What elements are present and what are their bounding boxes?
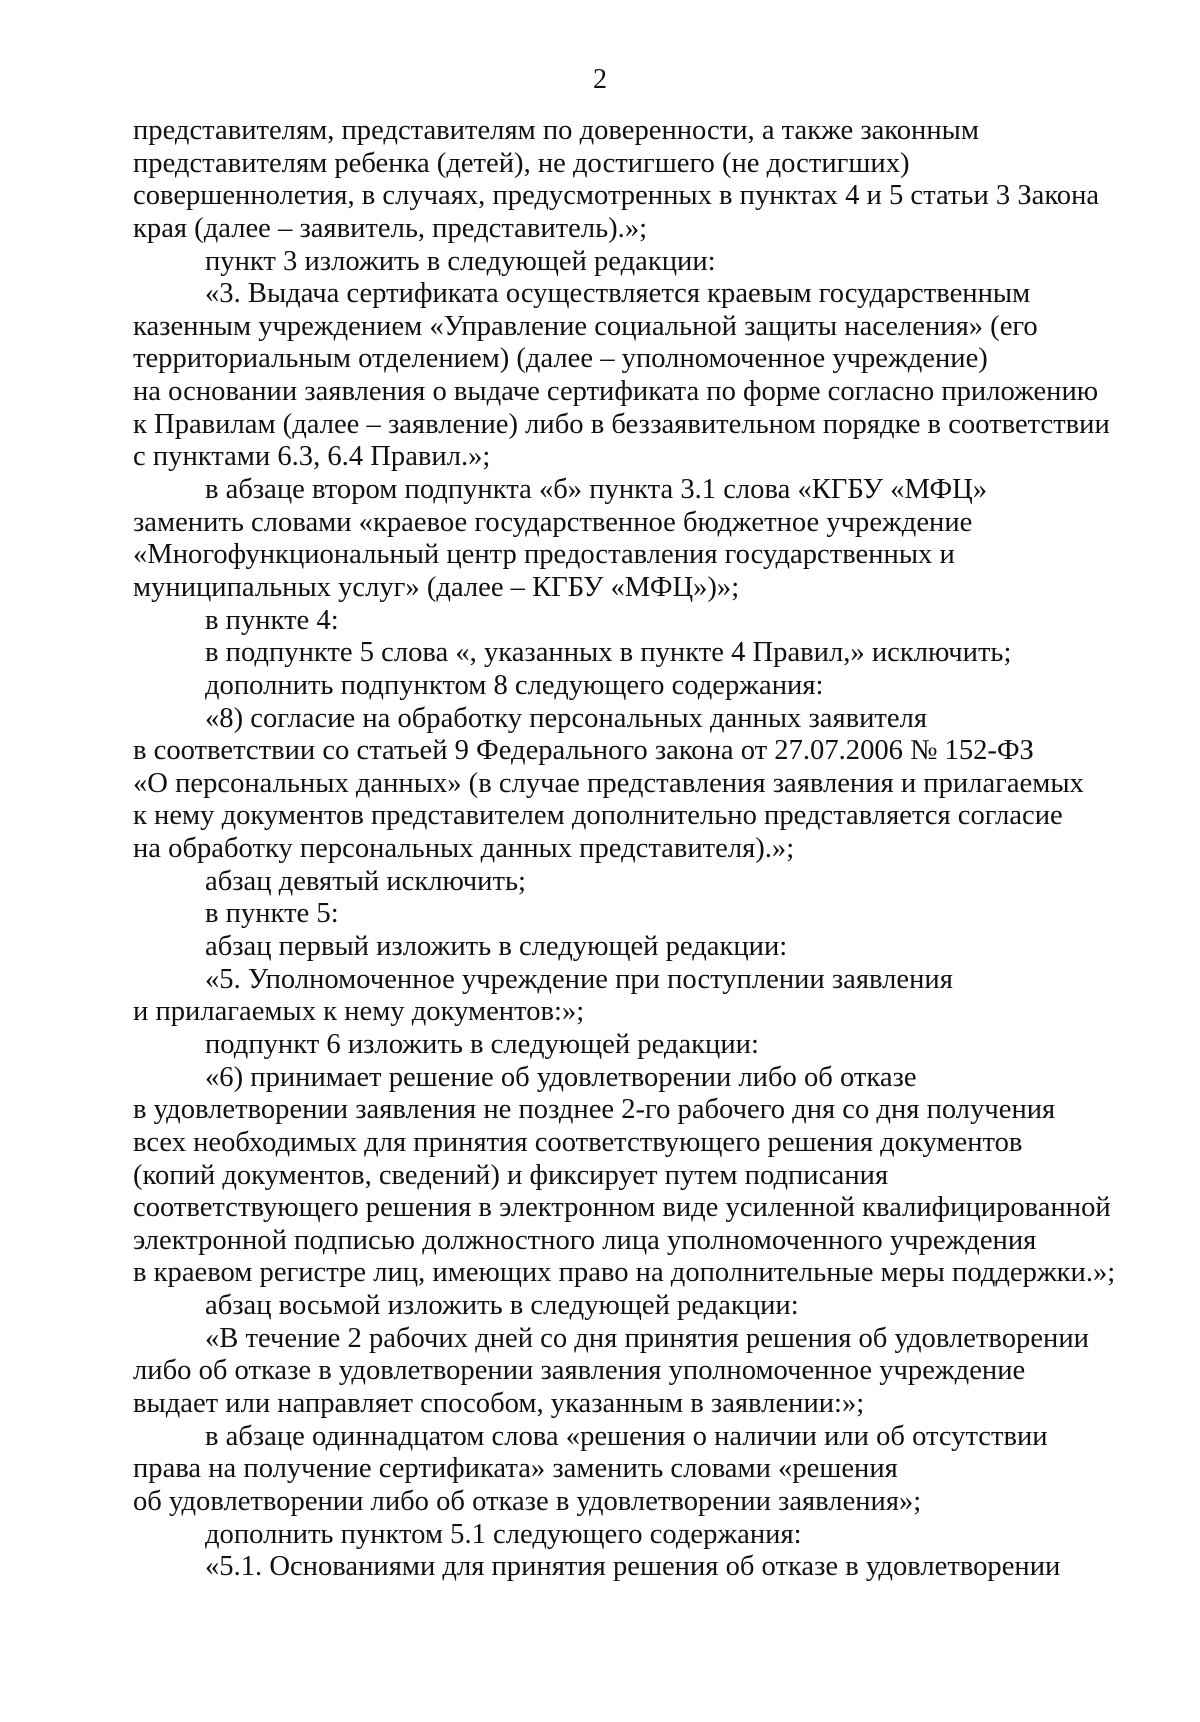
text-line: (копий документов, сведений) и фиксирует путем подписания: [133, 1159, 889, 1191]
text-line: об удовлетворении либо об отказе в удовлетворении заявления»;: [133, 1485, 922, 1517]
text-line: представителям, представителям по доверенности, а также законным: [133, 115, 979, 146]
text-line: абзац первый изложить в следующей редакции:: [205, 931, 788, 963]
page-number: 2: [593, 64, 607, 95]
text-line: к Правилам (далее – заявление) либо в беззаявительном порядке в соответствии: [133, 408, 1110, 440]
text-line: соответствующего решения в электронном виде усиленной квалифицированной: [133, 1192, 1111, 1224]
text-line: на основании заявления о выдаче сертификата по форме согласно приложению: [133, 376, 1099, 408]
text-line: «8) согласие на обработку персональных данных заявителя: [205, 702, 928, 734]
text-line: в абзаце втором подпункта «б» пункта 3.1 слова «КГБУ «МФЦ»: [205, 474, 988, 506]
text-line: и прилагаемых к нему документов:»;: [133, 996, 585, 1028]
text-line: заменить словами «краевое государственное бюджетное учреждение: [133, 506, 973, 538]
text-line: на обработку персональных данных представителя).»;: [133, 833, 795, 865]
text-line: «6) принимает решение об удовлетворении либо об отказе: [205, 1061, 917, 1093]
text-line: «5.1. Основаниями для принятия решения об отказе в удовлетворении: [205, 1551, 1061, 1583]
text-line: права на получение сертификата» заменить словами «решения: [133, 1453, 898, 1485]
text-line: представителям ребенка (детей), не достигшего (не достигших): [133, 147, 910, 179]
text-line: в удовлетворении заявления не позднее 2-го рабочего дня со дня получения: [133, 1094, 1056, 1126]
text-line: дополнить пунктом 5.1 следующего содержания:: [205, 1518, 802, 1550]
text-line: к нему документов представителем дополнительно представляется согласие: [133, 800, 1063, 832]
text-line: «О персональных данных» (в случае представления заявления и прилагаемых: [133, 767, 1084, 799]
text-line: в краевом регистре лиц, имеющих право на дополнительные меры поддержки.»;: [133, 1257, 1116, 1289]
text-line: совершеннолетия, в случаях, предусмотренных в пунктах 4 и 5 статьи 3 Закона: [133, 180, 1100, 212]
text-line: в абзаце одиннадцатом слова «решения о наличии или об отсутствии: [205, 1420, 1048, 1452]
text-line: электронной подписью должностного лица уполномоченного учреждения: [133, 1224, 1037, 1256]
text-line: пункт 3 изложить в следующей редакции:: [205, 245, 716, 277]
text-line: в пункте 5:: [205, 898, 339, 930]
text-line: в подпункте 5 слова «, указанных в пункте 4 Правил,» исключить;: [205, 637, 1012, 669]
text-line: подпункт 6 изложить в следующей редакции:: [205, 1028, 759, 1060]
text-line: края (далее – заявитель, представитель).»;: [133, 212, 648, 244]
text-line: абзац девятый исключить;: [205, 865, 526, 897]
text-line: «Многофункциональный центр предоставления государственных и: [133, 539, 955, 571]
text-line: в соответствии со статьей 9 Федерального закона от 27.07.2006 № 152-ФЗ: [133, 735, 1034, 767]
text-line: выдает или направляет способом, указанным в заявлении:»;: [133, 1387, 865, 1419]
text-line: с пунктами 6.3, 6.4 Правил.»;: [133, 441, 491, 473]
text-line: дополнить подпунктом 8 следующего содержания:: [205, 669, 824, 701]
text-line: «В течение 2 рабочих дней со дня принятия решения об удовлетворении: [205, 1322, 1089, 1354]
text-line: абзац восьмой изложить в следующей редакции:: [205, 1290, 799, 1322]
text-line: «5. Уполномоченное учреждение при поступлении заявления: [205, 963, 953, 995]
text-line: казенным учреждением «Управление социальной защиты населения» (его: [133, 310, 1038, 342]
text-line: муниципальных услуг» (далее – КГБУ «МФЦ»)»;: [133, 571, 740, 603]
text-line: в пункте 4:: [205, 604, 339, 636]
text-line: территориальным отделением) (далее – уполномоченное учреждение): [133, 343, 988, 375]
text-line: либо об отказе в удовлетворении заявления уполномоченное учреждение: [133, 1355, 1026, 1387]
text-line: всех необходимых для принятия соответствующего решения документов: [133, 1126, 1023, 1158]
text-line: «3. Выдача сертификата осуществляется краевым государственным: [205, 278, 1031, 310]
document-body: [133, 115, 1116, 1584]
